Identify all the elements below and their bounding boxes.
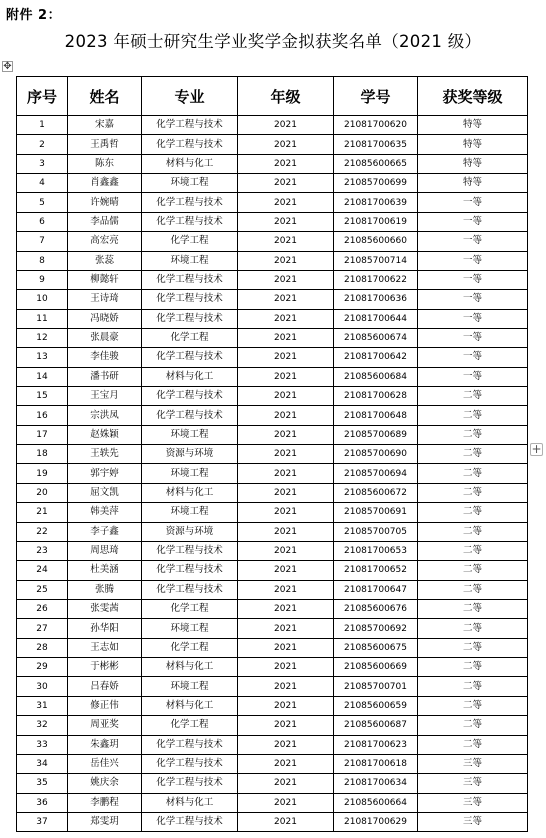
table-row [17, 735, 528, 754]
cell-name: 李子鑫 [68, 522, 142, 541]
cell-serial: 22 [17, 522, 68, 541]
cell-student-id: 21085700705 [334, 522, 418, 541]
cell-name: 屈文凯 [68, 483, 142, 502]
cell-serial: 33 [17, 735, 68, 754]
cell-serial: 31 [17, 696, 68, 715]
cell-name: 张腾 [68, 580, 142, 599]
cell-award-level: 二等 [418, 483, 528, 502]
cell-award-level: 二等 [418, 464, 528, 483]
cell-award-level: 三等 [418, 774, 528, 793]
cell-grade: 2021 [238, 328, 334, 347]
cell-student-id: 21081700619 [334, 212, 418, 231]
cell-award-level: 二等 [418, 425, 528, 444]
cell-student-id: 21085600675 [334, 638, 418, 657]
cell-major: 化学工程与技术 [142, 135, 238, 154]
cell-grade: 2021 [238, 116, 334, 135]
cell-award-level: 特等 [418, 174, 528, 193]
table-row [17, 154, 528, 173]
cell-grade: 2021 [238, 174, 334, 193]
header-grade: 年级 [238, 77, 334, 116]
cell-award-level: 二等 [418, 541, 528, 560]
cell-serial: 32 [17, 716, 68, 735]
cell-major: 化学工程与技术 [142, 735, 238, 754]
cell-grade: 2021 [238, 290, 334, 309]
cell-grade: 2021 [238, 193, 334, 212]
cell-name: 潘书研 [68, 367, 142, 386]
table-row [17, 309, 528, 328]
cell-major: 材料与化工 [142, 793, 238, 812]
cell-grade: 2021 [238, 541, 334, 560]
cell-grade: 2021 [238, 638, 334, 657]
cell-student-id: 21081700642 [334, 348, 418, 367]
cell-name: 杜美涵 [68, 561, 142, 580]
cell-award-level: 二等 [418, 696, 528, 715]
cell-name: 王宝月 [68, 387, 142, 406]
cell-name: 周亚奖 [68, 716, 142, 735]
cell-name: 吕春娇 [68, 677, 142, 696]
award-list-table [16, 76, 528, 832]
cell-major: 化学工程 [142, 599, 238, 618]
cell-award-level: 一等 [418, 232, 528, 251]
cell-student-id: 21085700714 [334, 251, 418, 270]
cell-major: 化学工程与技术 [142, 541, 238, 560]
table-row [17, 270, 528, 289]
cell-major: 化学工程 [142, 232, 238, 251]
cell-major: 化学工程与技术 [142, 193, 238, 212]
table-row [17, 483, 528, 502]
table-row [17, 251, 528, 270]
cell-name: 宋嘉 [68, 116, 142, 135]
cell-grade: 2021 [238, 387, 334, 406]
cell-award-level: 二等 [418, 445, 528, 464]
cell-grade: 2021 [238, 522, 334, 541]
table-row [17, 348, 528, 367]
table-body [17, 116, 528, 832]
header-name: 姓名 [68, 77, 142, 116]
cell-student-id: 21081700647 [334, 580, 418, 599]
cell-student-id: 21085600674 [334, 328, 418, 347]
cell-award-level: 三等 [418, 793, 528, 812]
table-row [17, 522, 528, 541]
table-row [17, 619, 528, 638]
cell-name: 王禹哲 [68, 135, 142, 154]
cell-major: 环境工程 [142, 174, 238, 193]
cell-award-level: 二等 [418, 406, 528, 425]
cell-award-level: 二等 [418, 522, 528, 541]
cell-serial: 18 [17, 445, 68, 464]
cell-award-level: 三等 [418, 812, 528, 831]
cell-serial: 28 [17, 638, 68, 657]
cell-major: 化学工程与技术 [142, 406, 238, 425]
cell-name: 柳懿轩 [68, 270, 142, 289]
cell-name: 冯晓娇 [68, 309, 142, 328]
cell-serial: 20 [17, 483, 68, 502]
table-row [17, 367, 528, 386]
cell-award-level: 一等 [418, 348, 528, 367]
cell-grade: 2021 [238, 619, 334, 638]
cell-student-id: 21085600676 [334, 599, 418, 618]
table-row [17, 638, 528, 657]
cell-student-id: 21081700644 [334, 309, 418, 328]
cell-student-id: 21085700691 [334, 503, 418, 522]
cell-award-level: 一等 [418, 212, 528, 231]
cell-student-id: 21085600684 [334, 367, 418, 386]
cell-name: 李佳骏 [68, 348, 142, 367]
cell-grade: 2021 [238, 696, 334, 715]
cell-name: 王轶先 [68, 445, 142, 464]
cell-major: 化学工程与技术 [142, 774, 238, 793]
cell-student-id: 21081700652 [334, 561, 418, 580]
cell-student-id: 21085600659 [334, 696, 418, 715]
cell-grade: 2021 [238, 658, 334, 677]
cell-major: 化学工程 [142, 716, 238, 735]
table-row [17, 290, 528, 309]
table-row [17, 541, 528, 560]
cell-grade: 2021 [238, 270, 334, 289]
table-row [17, 193, 528, 212]
cell-student-id: 21081700639 [334, 193, 418, 212]
cell-serial: 25 [17, 580, 68, 599]
cell-student-id: 21081700618 [334, 754, 418, 773]
cell-serial: 5 [17, 193, 68, 212]
cell-student-id: 21085600669 [334, 658, 418, 677]
cell-major: 环境工程 [142, 503, 238, 522]
cell-name: 高宏亮 [68, 232, 142, 251]
cell-serial: 9 [17, 270, 68, 289]
move-arrows-icon[interactable]: ✥ [3, 61, 12, 72]
cell-student-id: 21085600660 [334, 232, 418, 251]
table-row [17, 212, 528, 231]
cell-serial: 36 [17, 793, 68, 812]
table-row [17, 445, 528, 464]
cell-award-level: 一等 [418, 270, 528, 289]
cell-major: 资源与环境 [142, 522, 238, 541]
cell-major: 化学工程与技术 [142, 580, 238, 599]
cell-student-id: 21081700622 [334, 270, 418, 289]
cell-serial: 35 [17, 774, 68, 793]
cell-grade: 2021 [238, 212, 334, 231]
cell-major: 环境工程 [142, 619, 238, 638]
table-row [17, 425, 528, 444]
cell-major: 材料与化工 [142, 696, 238, 715]
cell-name: 朱鑫玥 [68, 735, 142, 754]
cell-grade: 2021 [238, 367, 334, 386]
cell-grade: 2021 [238, 561, 334, 580]
cell-name: 王诗琦 [68, 290, 142, 309]
cell-award-level: 特等 [418, 154, 528, 173]
cell-major: 化学工程与技术 [142, 290, 238, 309]
table-row [17, 580, 528, 599]
cell-serial: 17 [17, 425, 68, 444]
cell-award-level: 二等 [418, 638, 528, 657]
cell-award-level: 二等 [418, 599, 528, 618]
cell-name: 修正伟 [68, 696, 142, 715]
cell-serial: 7 [17, 232, 68, 251]
table-row [17, 387, 528, 406]
cell-grade: 2021 [238, 406, 334, 425]
cell-grade: 2021 [238, 503, 334, 522]
table-row [17, 503, 528, 522]
cell-award-level: 二等 [418, 503, 528, 522]
cell-name: 张雯茜 [68, 599, 142, 618]
cell-award-level: 二等 [418, 580, 528, 599]
cell-grade: 2021 [238, 309, 334, 328]
cell-serial: 14 [17, 367, 68, 386]
cell-student-id: 21081700634 [334, 774, 418, 793]
cell-major: 化学工程与技术 [142, 561, 238, 580]
cell-name: 陈东 [68, 154, 142, 173]
cell-serial: 15 [17, 387, 68, 406]
header-student-id: 学号 [334, 77, 418, 116]
cell-grade: 2021 [238, 464, 334, 483]
cell-grade: 2021 [238, 735, 334, 754]
cell-serial: 16 [17, 406, 68, 425]
cell-major: 化学工程与技术 [142, 812, 238, 831]
table-row [17, 793, 528, 812]
cell-student-id: 21081700648 [334, 406, 418, 425]
cell-student-id: 21085700694 [334, 464, 418, 483]
cell-serial: 10 [17, 290, 68, 309]
table-row [17, 464, 528, 483]
cell-grade: 2021 [238, 774, 334, 793]
header-award-level: 获奖等级 [418, 77, 528, 116]
table-row [17, 658, 528, 677]
cell-student-id: 21085700701 [334, 677, 418, 696]
cell-major: 环境工程 [142, 251, 238, 270]
cell-student-id: 21085600672 [334, 483, 418, 502]
cell-major: 化学工程与技术 [142, 270, 238, 289]
cell-grade: 2021 [238, 251, 334, 270]
table-row [17, 812, 528, 831]
cell-grade: 2021 [238, 580, 334, 599]
table-row [17, 406, 528, 425]
attachment-label: 附件 2： [6, 8, 62, 23]
cell-grade: 2021 [238, 793, 334, 812]
cell-award-level: 一等 [418, 290, 528, 309]
cell-serial: 24 [17, 561, 68, 580]
cell-grade: 2021 [238, 599, 334, 618]
cell-name: 韩美萍 [68, 503, 142, 522]
cell-major: 环境工程 [142, 677, 238, 696]
cell-major: 材料与化工 [142, 367, 238, 386]
table-row [17, 232, 528, 251]
plus-icon[interactable]: + [531, 442, 542, 456]
cell-award-level: 特等 [418, 135, 528, 154]
cell-student-id: 21081700636 [334, 290, 418, 309]
cell-serial: 4 [17, 174, 68, 193]
cell-major: 材料与化工 [142, 658, 238, 677]
table-row [17, 561, 528, 580]
cell-serial: 1 [17, 116, 68, 135]
table-row [17, 716, 528, 735]
cell-name: 郑雯玥 [68, 812, 142, 831]
cell-serial: 21 [17, 503, 68, 522]
cell-major: 化学工程 [142, 328, 238, 347]
cell-grade: 2021 [238, 716, 334, 735]
table-row [17, 754, 528, 773]
table-row [17, 328, 528, 347]
cell-grade: 2021 [238, 677, 334, 696]
cell-major: 化学工程与技术 [142, 348, 238, 367]
cell-student-id: 21081700623 [334, 735, 418, 754]
cell-name: 岳佳兴 [68, 754, 142, 773]
cell-serial: 3 [17, 154, 68, 173]
cell-grade: 2021 [238, 812, 334, 831]
cell-name: 许婉晴 [68, 193, 142, 212]
cell-name: 郭宇婷 [68, 464, 142, 483]
cell-award-level: 特等 [418, 116, 528, 135]
cell-award-level: 二等 [418, 619, 528, 638]
cell-major: 化学工程与技术 [142, 212, 238, 231]
cell-award-level: 二等 [418, 735, 528, 754]
cell-student-id: 21085700690 [334, 445, 418, 464]
cell-serial: 23 [17, 541, 68, 560]
header-major: 专业 [142, 77, 238, 116]
table-header-row [17, 77, 528, 116]
cell-award-level: 二等 [418, 387, 528, 406]
cell-serial: 26 [17, 599, 68, 618]
cell-major: 化学工程与技术 [142, 116, 238, 135]
cell-serial: 19 [17, 464, 68, 483]
cell-student-id: 21085600665 [334, 154, 418, 173]
cell-major: 化学工程与技术 [142, 309, 238, 328]
cell-award-level: 一等 [418, 193, 528, 212]
table-row [17, 174, 528, 193]
cell-name: 于彬彬 [68, 658, 142, 677]
cell-name: 王志如 [68, 638, 142, 657]
cell-major: 资源与环境 [142, 445, 238, 464]
cell-award-level: 二等 [418, 677, 528, 696]
cell-award-level: 二等 [418, 716, 528, 735]
cell-student-id: 21081700629 [334, 812, 418, 831]
cell-serial: 30 [17, 677, 68, 696]
cell-serial: 13 [17, 348, 68, 367]
cell-serial: 11 [17, 309, 68, 328]
cell-name: 赵姝颖 [68, 425, 142, 444]
cell-name: 孙华阳 [68, 619, 142, 638]
cell-grade: 2021 [238, 425, 334, 444]
cell-award-level: 一等 [418, 251, 528, 270]
cell-major: 环境工程 [142, 425, 238, 444]
cell-serial: 37 [17, 812, 68, 831]
cell-name: 张晨豪 [68, 328, 142, 347]
cell-major: 材料与化工 [142, 483, 238, 502]
cell-award-level: 一等 [418, 367, 528, 386]
cell-serial: 27 [17, 619, 68, 638]
cell-name: 宗洪凤 [68, 406, 142, 425]
cell-serial: 34 [17, 754, 68, 773]
cell-grade: 2021 [238, 445, 334, 464]
cell-serial: 12 [17, 328, 68, 347]
cell-award-level: 三等 [418, 754, 528, 773]
cell-serial: 8 [17, 251, 68, 270]
cell-name: 肖鑫鑫 [68, 174, 142, 193]
cell-major: 化学工程与技术 [142, 754, 238, 773]
cell-award-level: 一等 [418, 309, 528, 328]
cell-student-id: 21085700689 [334, 425, 418, 444]
cell-serial: 29 [17, 658, 68, 677]
cell-name: 周思琦 [68, 541, 142, 560]
cell-grade: 2021 [238, 348, 334, 367]
cell-major: 化学工程 [142, 638, 238, 657]
cell-grade: 2021 [238, 232, 334, 251]
cell-award-level: 二等 [418, 561, 528, 580]
cell-grade: 2021 [238, 135, 334, 154]
cell-student-id: 21081700635 [334, 135, 418, 154]
table-row [17, 774, 528, 793]
cell-student-id: 21081700628 [334, 387, 418, 406]
cell-name: 姚庆余 [68, 774, 142, 793]
header-serial: 序号 [17, 77, 68, 116]
table-row [17, 696, 528, 715]
document-title: 2023 年硕士研究生学业奖学金拟获奖名单（2021 级） [64, 32, 482, 51]
cell-grade: 2021 [238, 483, 334, 502]
cell-name: 张蕊 [68, 251, 142, 270]
cell-major: 环境工程 [142, 464, 238, 483]
table-row [17, 135, 528, 154]
cell-major: 材料与化工 [142, 154, 238, 173]
cell-student-id: 21085700699 [334, 174, 418, 193]
cell-grade: 2021 [238, 754, 334, 773]
cell-award-level: 一等 [418, 328, 528, 347]
cell-grade: 2021 [238, 154, 334, 173]
cell-serial: 6 [17, 212, 68, 231]
cell-student-id: 21081700653 [334, 541, 418, 560]
cell-serial: 2 [17, 135, 68, 154]
cell-name: 李鹏程 [68, 793, 142, 812]
cell-name: 李品儒 [68, 212, 142, 231]
cell-major: 化学工程与技术 [142, 387, 238, 406]
cell-student-id: 21081700620 [334, 116, 418, 135]
table-row [17, 599, 528, 618]
cell-student-id: 21085600687 [334, 716, 418, 735]
table-row [17, 116, 528, 135]
cell-student-id: 21085600664 [334, 793, 418, 812]
table-row [17, 677, 528, 696]
cell-award-level: 二等 [418, 658, 528, 677]
cell-student-id: 21085700692 [334, 619, 418, 638]
